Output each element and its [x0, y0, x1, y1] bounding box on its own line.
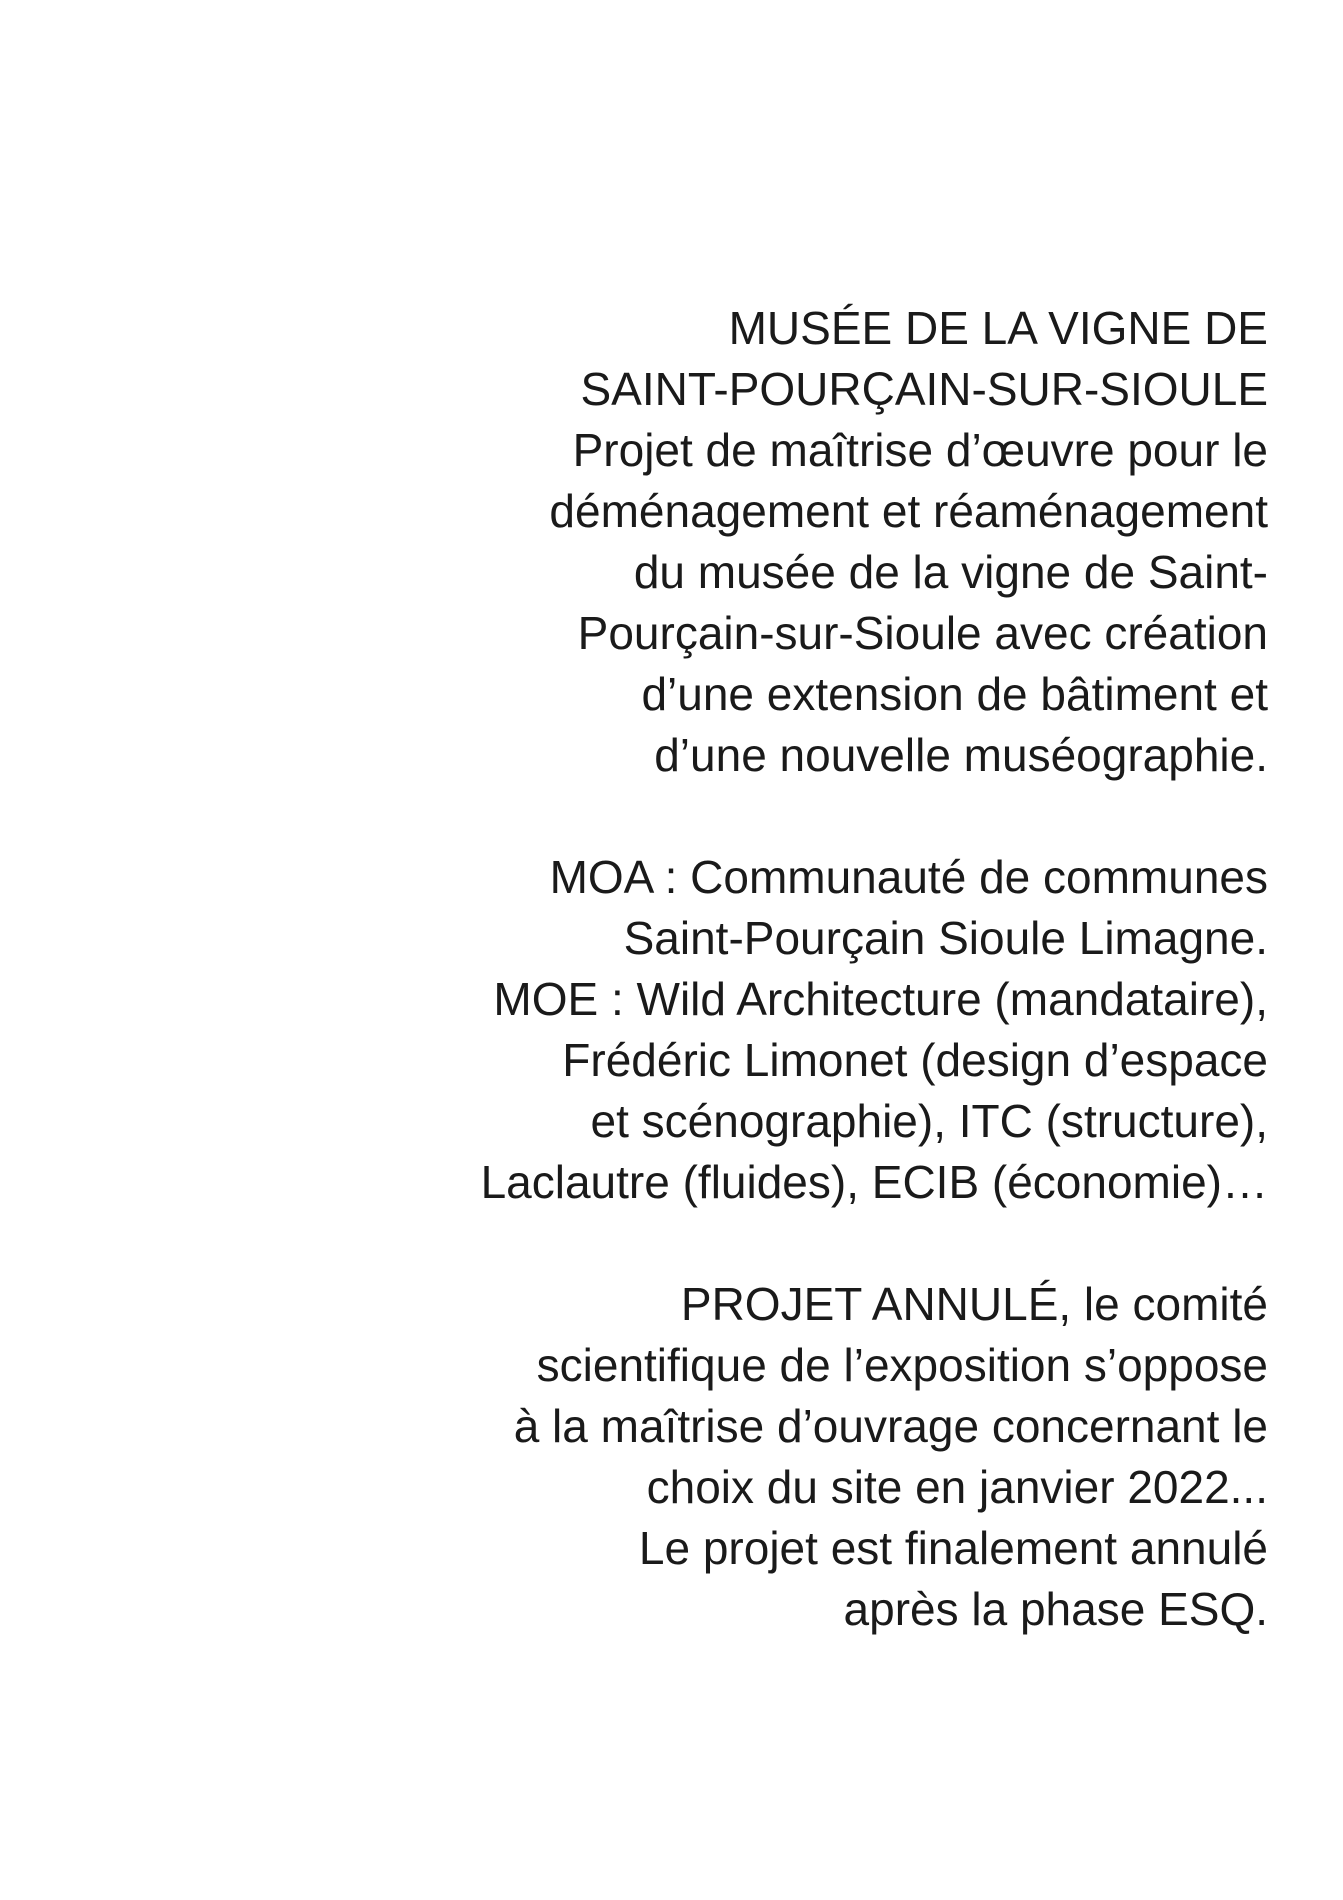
title-line-1: MUSÉE DE LA VIGNE DE: [728, 302, 1268, 354]
project-title-block: [268, 298, 1268, 786]
description-line-2: déménagement et réaménagement: [549, 485, 1268, 537]
status-line-3: à la maîtrise d’ouvrage concernant le: [513, 1400, 1268, 1452]
status-line-5: Le projet est finalement annulé: [638, 1522, 1268, 1574]
credits-line-3: MOE : Wild Architecture (mandataire),: [493, 973, 1268, 1025]
credits-line-4: Frédéric Limonet (design d’espace: [562, 1034, 1268, 1086]
project-status-block: [268, 1274, 1268, 1640]
credits-line-5: et scénographie), ITC (structure),: [590, 1095, 1268, 1147]
status-line-4: choix du site en janvier 2022...: [646, 1461, 1268, 1513]
description-line-4: Pourçain-sur-Sioule avec création: [577, 607, 1268, 659]
credits-line-2: Saint-Pourçain Sioule Limagne.: [623, 912, 1268, 964]
status-line-2: scientifique de l’exposition s’oppose: [536, 1339, 1268, 1391]
description-line-5: d’une extension de bâtiment et: [641, 668, 1268, 720]
title-line-2: SAINT-POURÇAIN-SUR-SIOULE: [580, 363, 1268, 415]
credits-line-6: Laclautre (fluides), ECIB (économie)…: [480, 1156, 1268, 1208]
status-line-6: après la phase ESQ.: [843, 1583, 1268, 1635]
description-line-1: Projet de maîtrise d’œuvre pour le: [572, 424, 1268, 476]
description-line-3: du musée de la vigne de Saint-: [633, 546, 1268, 598]
credits-line-1: MOA : Communauté de communes: [549, 851, 1268, 903]
text-column: [268, 298, 1268, 1640]
status-line-1: PROJET ANNULÉ, le comité: [680, 1278, 1268, 1330]
credits-block: [268, 847, 1268, 1213]
description-line-6: d’une nouvelle muséographie.: [654, 729, 1268, 781]
